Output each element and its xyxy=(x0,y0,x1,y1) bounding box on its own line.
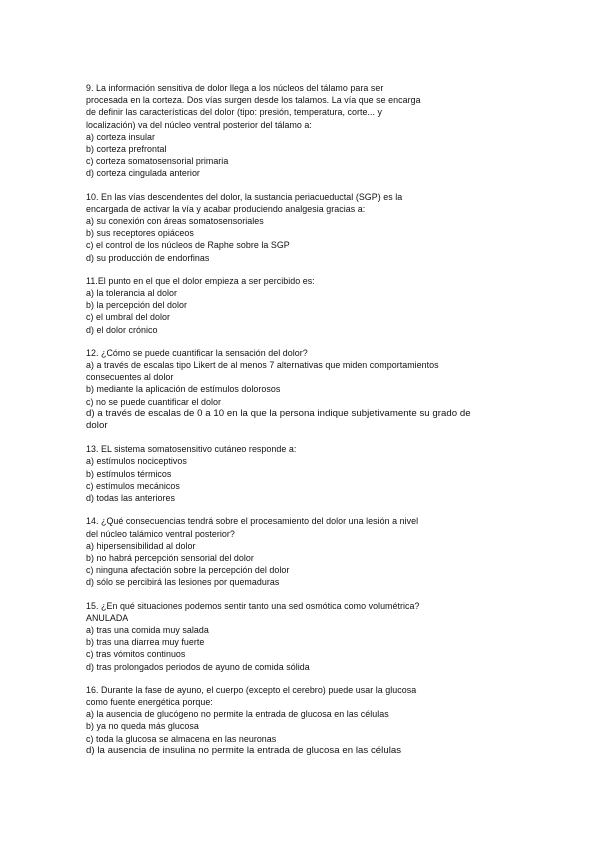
question-list xyxy=(86,82,516,768)
answer-option: consecuentes al dolor xyxy=(86,372,174,383)
answer-option: b) no habrá percepción sensorial del dolor xyxy=(86,552,254,563)
answer-option: c) el umbral del dolor xyxy=(86,312,170,323)
answer-option: b) corteza prefrontal xyxy=(86,144,167,155)
answer-option: d) la ausencia de insulina no permite la entrada de glucosa en las células xyxy=(86,744,402,756)
answer-option: d) sólo se percibirá las lesiones por quemaduras xyxy=(86,577,280,588)
answer-option: a) la tolerancia al dolor xyxy=(86,288,178,299)
question-stem-line: 11.El punto en el que el dolor empieza a ser percibido es: xyxy=(86,275,315,286)
question-16 xyxy=(86,684,516,757)
question-stem-line: del núcleo talámico ventral posterior? xyxy=(86,528,235,539)
answer-option: a) estímulos nociceptivos xyxy=(86,456,187,467)
question-stem-line: 13. EL sistema somatosensitivo cutáneo responde a: xyxy=(86,444,297,455)
question-stem-line: 12. ¿Cómo se puede cuantificar la sensación del dolor? xyxy=(86,347,308,358)
question-11 xyxy=(86,275,516,336)
question-stem-line: 10. En las vías descendentes del dolor, la sustancia periacueductal (SGP) es la xyxy=(86,191,403,202)
answer-option: d) el dolor crónico xyxy=(86,324,158,335)
answer-option: c) corteza somatosensorial primaria xyxy=(86,156,229,167)
answer-option: b) tras una diarrea muy fuerte xyxy=(86,637,205,648)
answer-option: a) la ausencia de glucógeno no permite la entrada de glucosa en las células xyxy=(86,709,389,720)
answer-option: d) su producción de endorfinas xyxy=(86,252,210,263)
question-12 xyxy=(86,347,516,432)
answer-option: a) a través de escalas tipo Likert de al menos 7 alternativas que miden comportamientos xyxy=(86,360,439,371)
answer-option: d) a través de escalas de 0 a 10 en la que la persona indique subjetivamente su grado de xyxy=(86,407,471,419)
question-stem-line: encargada de activar la vía y acabar produciendo analgesia gracias a: xyxy=(86,203,366,214)
answer-option: d) todas las anteriores xyxy=(86,493,175,504)
answer-option: a) su conexión con áreas somatosensoriales xyxy=(86,216,264,227)
question-13 xyxy=(86,443,516,504)
answer-option: c) el control de los núcleos de Raphe sobre la SGP xyxy=(86,240,290,251)
question-stem-line: 15. ¿En qué situaciones podemos sentir tanto una sed osmótica como volumétrica? xyxy=(86,600,420,611)
answer-option: a) corteza insular xyxy=(86,131,155,142)
answer-option: d) tras prolongados periodos de ayuno de comida sólida xyxy=(86,661,310,672)
question-stem-line: localización) va del núcleo ventral posterior del tálamo a: xyxy=(86,119,312,130)
answer-option: c) tras vómitos continuos xyxy=(86,649,186,660)
answer-option: c) ninguna afectación sobre la percepción del dolor xyxy=(86,565,290,576)
question-stem-line: procesada en la corteza. Dos vías surgen desde los talamos. La vía que se encarga xyxy=(86,95,421,106)
answer-option: d) corteza cingulada anterior xyxy=(86,168,200,179)
question-9 xyxy=(86,82,516,180)
question-stem-line: 16. Durante la fase de ayuno, el cuerpo (excepto el cerebro) puede usar la glucosa xyxy=(86,684,417,695)
answer-option: b) sus receptores opiáceos xyxy=(86,228,194,239)
question-stem-line: ANULADA xyxy=(86,612,129,623)
answer-option: c) no se puede cuantificar el dolor xyxy=(86,396,221,407)
answer-option: b) mediante la aplicación de estímulos dolorosos xyxy=(86,384,281,395)
answer-option: dolor xyxy=(86,420,108,432)
answer-option: c) estímulos mecánicos xyxy=(86,480,180,491)
answer-option: a) hipersensibilidad al dolor xyxy=(86,540,196,551)
answer-option: c) toda la glucosa se almacena en las neuronas xyxy=(86,733,277,744)
question-stem-line: de definir las características del dolor (tipo: presión, temperatura, corte... y xyxy=(86,107,383,118)
answer-option: a) tras una comida muy salada xyxy=(86,624,209,635)
question-14 xyxy=(86,515,516,588)
answer-option: b) estímulos térmicos xyxy=(86,468,172,479)
question-10 xyxy=(86,191,516,264)
answer-option: b) la percepción del dolor xyxy=(86,300,187,311)
question-stem-line: 14. ¿Qué consecuencias tendrá sobre el procesamiento del dolor una lesión a nivel xyxy=(86,516,419,527)
question-stem-line: 9. La información sensitiva de dolor llega a los núcleos del tálamo para ser xyxy=(86,83,384,93)
question-stem-line: como fuente energética porque: xyxy=(86,696,213,707)
answer-option: b) ya no queda más glucosa xyxy=(86,721,199,732)
question-15 xyxy=(86,600,516,673)
